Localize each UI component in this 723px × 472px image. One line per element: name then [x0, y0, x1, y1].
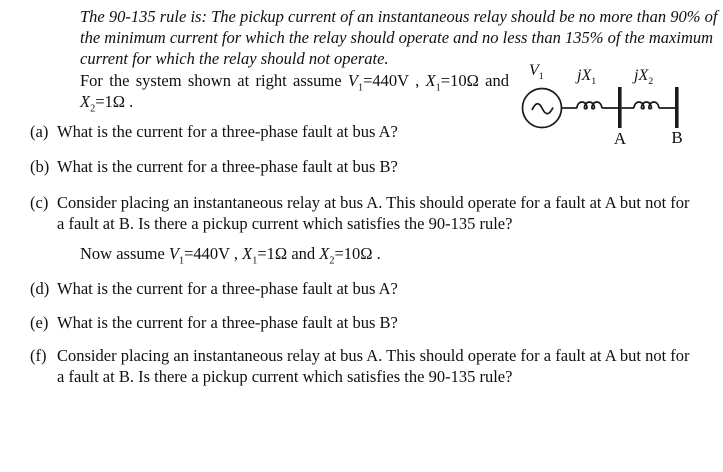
- question-label-f: (f): [30, 346, 47, 365]
- question-text-f: Consider placing an instantaneous relay at bus A. This should operate for a fault at A but not for a fault at B. Is there a pickup current which satisfies the 90-135 rule?: [57, 346, 690, 386]
- question-label-c: (c): [30, 193, 49, 212]
- question-text-e: What is the current for a three-phase fault at bus B?: [57, 313, 398, 332]
- sine-wave-icon: [532, 104, 553, 114]
- intro-line2: $X_2=1\Omega$ .: [80, 92, 134, 115]
- bus-b-label: B: [671, 128, 683, 147]
- question-text-a: What is the current for a three-phase fault at bus A?: [57, 122, 398, 141]
- rule-paragraph-line2: the minimum current for which the relay should operate and no less than 135% of the maximum: [80, 28, 714, 47]
- bus-a-bar: [618, 87, 622, 128]
- question-item-f: [30, 345, 690, 387]
- question-text-d: What is the current for a three-phase fault at bus A?: [57, 279, 398, 298]
- source-voltage-label: $V_1$: [529, 62, 544, 83]
- rule-paragraph-line1: The 90-135 rule is: The pickup current of an instantaneous relay should be no more than 90% of: [80, 7, 718, 26]
- question-label-e: (e): [30, 313, 49, 332]
- intro-line1: For the system shown at right assume $V_1=440V$ , $X_1=10\Omega$ and: [80, 71, 509, 94]
- bus-b-bar: [675, 87, 679, 128]
- rule-paragraph-line3: current for which the relay should not operate.: [80, 49, 389, 68]
- question-item-d: [30, 278, 398, 299]
- reactance1-label: $jX_1$: [577, 67, 597, 88]
- reactance1-coil-icon: [577, 102, 602, 109]
- question-item-a: [30, 121, 398, 142]
- question-label-b: (b): [30, 157, 50, 176]
- intro-paragraph: [80, 70, 509, 115]
- question-label-d: (d): [30, 279, 50, 298]
- question-label-a: (a): [30, 122, 49, 141]
- question-text-c: Consider placing an instantaneous relay at bus A. This should operate for a fault at A but not for a fault at B. Is there a pickup current which satisfies the 90-135 rule?: [57, 193, 690, 233]
- now-assume-line: Now assume $V_1=440V$ , $X_1=1\Omega$ and $X_2=10\Omega$ .: [80, 244, 381, 267]
- question-item-c: [30, 192, 690, 234]
- question-text-b: What is the current for a three-phase fault at bus B?: [57, 157, 398, 176]
- bus-a-label: A: [613, 129, 627, 148]
- reactance2-label: $jX_2$: [634, 67, 654, 88]
- question-item-b: [30, 156, 398, 177]
- question-item-e: [30, 312, 398, 333]
- reactance2-coil-icon: [634, 102, 659, 109]
